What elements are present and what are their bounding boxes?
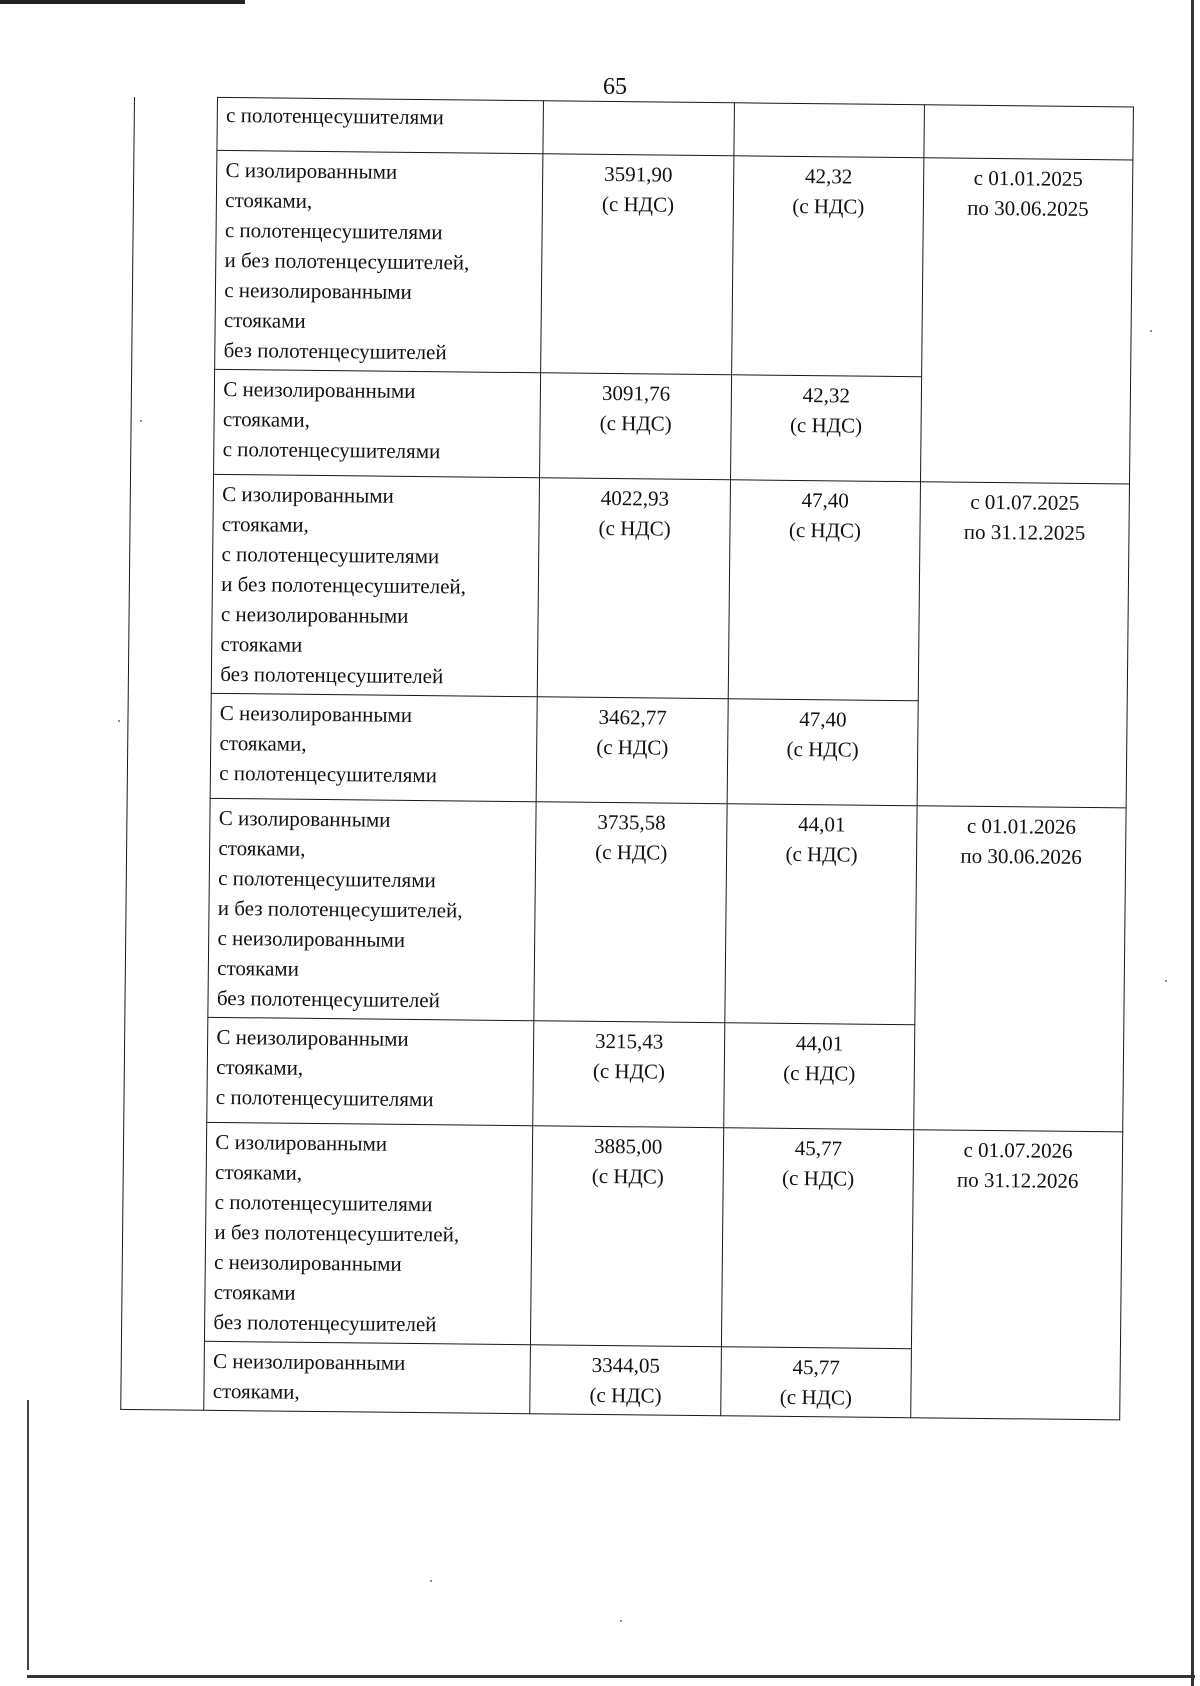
norm-cell: 44,01 (с НДС) <box>724 1023 915 1130</box>
page-number: 65 <box>603 74 627 100</box>
norm-cell: 45,77 (с НДС) <box>721 1128 914 1349</box>
tariff-cell: 3735,58 (с НДС) <box>534 802 727 1023</box>
norm-cell: 45,77 (с НДС) <box>721 1347 912 1418</box>
norm-cell: 42,32 (с НДС) <box>731 156 924 377</box>
tariff-cell: 4022,93 (с НДС) <box>538 478 731 699</box>
norm-cell: 47,40 (с НДС) <box>728 480 921 701</box>
description-cell: С изолированными стояками, с полотенцесушителями и без полотенцесушителей, с неизолированными стояками без полотенцесушителей <box>215 150 543 372</box>
scan-speck <box>118 720 120 722</box>
tariff-cell: 3885,00 (с НДС) <box>531 1126 724 1347</box>
description-cell: С неизолированными стояками, <box>204 1341 531 1413</box>
norm-cell: 44,01 (с НДС) <box>725 804 918 1025</box>
tariff-cell: 3591,90 (с НДС) <box>541 154 734 375</box>
table-row <box>121 1121 1122 1350</box>
empty-column-cell <box>121 97 218 1411</box>
norm-cell <box>734 103 925 158</box>
description-cell: с полотенцесушителями <box>217 97 544 153</box>
tariff-cell: 3462,77 (с НДС) <box>537 697 728 804</box>
tariff-table <box>120 96 1134 1420</box>
table-row <box>125 797 1126 1026</box>
tariff-cell: 3091,76 (с НДС) <box>540 373 731 480</box>
period-cell: с 01.01.2025 по 30.06.2025 <box>921 158 1133 484</box>
scan-speck <box>140 420 142 422</box>
scan-speck <box>430 1580 432 1582</box>
scan-speck <box>1150 330 1152 332</box>
scan-border-left <box>27 1400 29 1670</box>
description-cell: С изолированными стояками, с полотенцесушителями и без полотенцесушителей, с неизолированными стояками без полотенцесушителей <box>205 1122 533 1344</box>
description-cell: С неизолированными стояками, с полотенцесушителями <box>207 1017 534 1125</box>
norm-cell: 42,32 (с НДС) <box>730 375 921 482</box>
period-cell: с 01.07.2026 по 31.12.2026 <box>911 1130 1123 1420</box>
scan-speck <box>620 1620 622 1622</box>
norm-cell: 47,40 (с НДС) <box>727 699 918 806</box>
period-cell <box>924 105 1133 160</box>
table-row <box>128 473 1129 702</box>
scan-border-bottom <box>27 1675 1195 1678</box>
description-cell: С изолированными стояками, с полотенцесушителями и без полотенцесушителей, с неизолированными стояками без полотенцесушителей <box>212 474 540 696</box>
tariff-cell: 3344,05 (с НДС) <box>530 1345 721 1416</box>
scan-border-right <box>1191 0 1194 1686</box>
period-cell: с 01.01.2026 по 30.06.2026 <box>914 806 1126 1132</box>
description-cell: С изолированными стояками, с полотенцесушителями и без полотенцесушителей, с неизолированными стояками без полотенцесушителей <box>208 798 536 1020</box>
tariff-cell: 3215,43 (с НДС) <box>533 1021 724 1128</box>
tariff-cell <box>543 101 734 156</box>
scan-speck <box>1165 980 1167 982</box>
scan-border-top <box>0 0 245 4</box>
description-cell: С неизолированными стояками, с полотенцесушителями <box>210 693 537 801</box>
table-row <box>132 150 1133 379</box>
period-cell: с 01.07.2025 по 31.12.2025 <box>917 482 1129 808</box>
description-cell: С неизолированными стояками, с полотенцесушителями <box>214 369 541 477</box>
